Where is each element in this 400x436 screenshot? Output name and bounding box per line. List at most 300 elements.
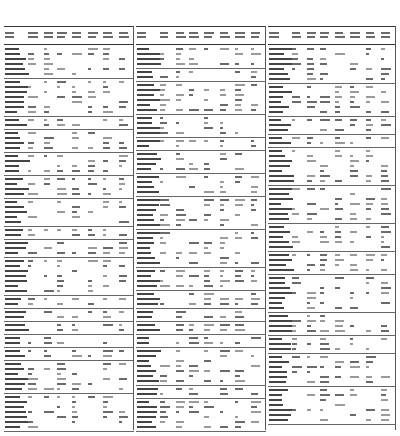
cell-mark [320, 264, 325, 266]
cell-mark [381, 409, 389, 411]
cell-mark [176, 48, 183, 50]
cell-mark [176, 370, 184, 372]
cell-mark [335, 180, 342, 182]
cell-mark [220, 63, 229, 65]
cell-mark [320, 320, 325, 322]
cell-mark [235, 199, 245, 201]
row-label-mark [137, 365, 151, 367]
cell-mark [44, 183, 50, 185]
cell-mark [88, 147, 93, 149]
row-label-mark [5, 86, 28, 88]
header-text-mark [119, 32, 128, 34]
row-label-mark [137, 247, 150, 249]
cell-mark [251, 145, 256, 147]
cell-mark [160, 122, 167, 124]
row-label-mark [269, 389, 288, 391]
cell-mark [160, 224, 170, 226]
cell-mark [160, 242, 166, 244]
cell-mark [189, 94, 193, 96]
cell-mark [204, 252, 211, 254]
row-label-mark [269, 371, 287, 373]
cell-mark [381, 414, 390, 416]
cell-mark [335, 129, 344, 131]
row-label-mark [269, 53, 284, 55]
row-label-mark [269, 119, 281, 121]
row-label-mark [5, 316, 24, 318]
cell-mark [176, 122, 179, 124]
cell-mark [189, 406, 193, 408]
cell-mark [350, 101, 354, 103]
row-label-mark [5, 68, 25, 70]
cell-mark [220, 280, 230, 282]
cell-mark [381, 213, 391, 215]
cell-mark [72, 73, 76, 75]
cell-mark [366, 409, 375, 411]
cell-mark [72, 124, 80, 126]
cell-mark [57, 388, 60, 390]
row-label-mark [137, 163, 156, 165]
cell-mark [235, 298, 243, 300]
cell-mark [103, 355, 112, 357]
cell-mark [335, 348, 340, 350]
row-label-mark [269, 361, 289, 363]
cell-mark [88, 48, 98, 50]
cell-mark [235, 99, 242, 101]
cell-mark [176, 132, 184, 134]
cell-mark [103, 350, 113, 352]
cell-mark [103, 188, 106, 190]
cell-mark [88, 68, 91, 70]
cell-mark [307, 203, 316, 205]
cell-mark [366, 155, 373, 157]
row-label-mark [137, 380, 159, 382]
cell-mark [204, 426, 211, 428]
cell-mark [220, 329, 227, 331]
cell-mark [119, 350, 124, 352]
cell-mark [72, 147, 78, 149]
cell-mark [292, 208, 295, 210]
cell-mark [44, 91, 47, 93]
cell-mark [320, 241, 329, 243]
row-label-mark [137, 280, 161, 282]
cell-mark [292, 409, 296, 411]
cell-mark [381, 119, 386, 121]
cell-mark [28, 170, 31, 172]
cell-mark [220, 262, 227, 264]
cell-mark [307, 320, 316, 322]
row-label-mark [269, 175, 294, 177]
cell-mark [320, 419, 328, 421]
cell-mark [292, 320, 301, 322]
row-label-mark [137, 237, 153, 239]
cell-mark [160, 214, 168, 216]
cell-mark [160, 58, 164, 60]
cell-mark [251, 76, 256, 78]
cell-mark [57, 285, 63, 287]
cell-mark [189, 293, 194, 295]
column-divider [133, 26, 134, 430]
row-label-mark [137, 104, 150, 106]
cell-mark [350, 297, 353, 299]
cell-mark [176, 99, 181, 101]
row-label-mark [5, 216, 17, 218]
cell-mark [119, 178, 124, 180]
cell-mark [176, 270, 185, 272]
cell-mark [220, 186, 223, 188]
row-label-mark [269, 356, 282, 358]
header-text-mark [366, 36, 375, 38]
cell-mark [320, 63, 327, 65]
cell-mark [204, 360, 211, 362]
cell-mark [189, 48, 196, 50]
row-label-mark [5, 290, 27, 292]
cell-mark [350, 142, 353, 144]
row-label-mark [137, 298, 160, 300]
cell-mark [220, 181, 224, 183]
row-label-mark [137, 426, 156, 428]
cell-mark [350, 170, 358, 172]
cell-mark [350, 414, 356, 416]
row-label-mark [269, 381, 286, 383]
cell-mark [204, 280, 210, 282]
cell-mark [307, 409, 311, 411]
cell-mark [307, 175, 315, 177]
cell-mark [28, 350, 31, 352]
cell-mark [335, 287, 340, 289]
cell-mark [381, 73, 389, 75]
cell-mark [320, 236, 327, 238]
row-label-mark [5, 48, 19, 50]
cell-mark [119, 411, 125, 413]
header-text-mark [160, 36, 168, 38]
cell-mark [44, 355, 51, 357]
row-label-mark [269, 343, 291, 345]
cell-mark [160, 117, 163, 119]
row-label-mark [5, 178, 23, 180]
row-label-mark [5, 242, 28, 244]
cell-mark [160, 168, 163, 170]
cell-mark [235, 270, 243, 272]
cell-mark [44, 229, 48, 231]
cell-mark [220, 191, 226, 193]
cell-mark [160, 421, 165, 423]
cell-mark [350, 343, 353, 345]
row-group-rule [4, 360, 134, 361]
cell-mark [350, 394, 357, 396]
row-label-mark [137, 311, 153, 313]
cell-mark [28, 147, 33, 149]
cell-mark [176, 153, 180, 155]
cell-mark [335, 236, 341, 238]
row-label-mark [5, 324, 25, 326]
cell-mark [235, 342, 240, 344]
cell-mark [251, 84, 257, 86]
row-label-mark [269, 297, 285, 299]
cell-mark [28, 216, 37, 218]
cell-mark [292, 188, 300, 190]
cell-mark [204, 163, 209, 165]
cell-mark [307, 86, 311, 88]
cell-mark [28, 53, 34, 55]
cell-mark [251, 411, 261, 413]
cell-mark [88, 396, 95, 398]
cell-mark [204, 293, 214, 295]
row-group-rule [4, 295, 134, 296]
cell-mark [44, 155, 47, 157]
cell-mark [88, 81, 91, 83]
cell-mark [307, 58, 313, 60]
cell-mark [28, 86, 31, 88]
cell-mark [381, 330, 389, 332]
cell-mark [119, 280, 126, 282]
cell-mark [292, 236, 298, 238]
cell-mark [176, 209, 184, 211]
cell-mark [57, 201, 61, 203]
row-label-mark [5, 383, 25, 385]
row-label-mark [137, 122, 152, 124]
cell-mark [350, 338, 353, 340]
cell-mark [292, 371, 297, 373]
cell-mark [292, 356, 300, 358]
cell-mark [88, 160, 95, 162]
cell-mark [350, 160, 359, 162]
cell-mark [350, 203, 360, 205]
row-label-mark [137, 63, 161, 65]
cell-mark [320, 394, 330, 396]
cell-mark [88, 285, 92, 287]
row-group-rule [4, 116, 134, 117]
cell-mark [72, 211, 77, 213]
cell-mark [366, 119, 371, 121]
row-label-mark [269, 231, 290, 233]
cell-mark [292, 63, 301, 65]
cell-mark [251, 421, 259, 423]
cell-mark [220, 303, 229, 305]
cell-mark [307, 106, 315, 108]
header-text-mark [220, 36, 230, 38]
cell-mark [320, 409, 323, 411]
cell-mark [220, 109, 226, 111]
row-label-mark [137, 219, 154, 221]
cell-mark [103, 160, 108, 162]
cell-mark [103, 324, 113, 326]
cell-mark [57, 193, 67, 195]
cell-mark [160, 104, 166, 106]
cell-mark [220, 242, 225, 244]
row-label-mark [269, 101, 281, 103]
row-label-mark [269, 259, 292, 261]
row-label-mark [269, 165, 290, 167]
cell-mark [44, 73, 53, 75]
cell-mark [103, 106, 108, 108]
row-label-mark [5, 260, 24, 262]
cell-mark [220, 342, 223, 344]
cell-mark [88, 111, 92, 113]
table-rule [4, 26, 134, 27]
cell-mark [251, 63, 254, 65]
row-label-mark [5, 96, 24, 98]
cell-mark [176, 401, 185, 403]
cell-mark [335, 264, 339, 266]
cell-mark [350, 68, 356, 70]
cell-mark [366, 124, 373, 126]
cell-mark [189, 262, 198, 264]
cell-mark [320, 259, 327, 261]
cell-mark [366, 203, 373, 205]
cell-mark [176, 285, 184, 287]
row-label-mark [5, 101, 24, 103]
cell-mark [119, 242, 127, 244]
cell-mark [88, 211, 93, 213]
cell-mark [335, 376, 341, 378]
row-label-mark [137, 232, 160, 234]
cell-mark [88, 106, 92, 108]
header-text-mark [335, 36, 345, 38]
cell-mark [350, 292, 354, 294]
cell-mark [160, 232, 170, 234]
table-rule [268, 26, 396, 27]
cell-mark [28, 96, 38, 98]
cell-mark [307, 381, 315, 383]
cell-mark [176, 316, 182, 318]
cell-mark [320, 175, 330, 177]
cell-mark [44, 342, 52, 344]
cell-mark [366, 259, 373, 261]
cell-mark [381, 241, 384, 243]
row-label-mark [5, 411, 26, 413]
row-group-rule [136, 385, 266, 386]
cell-mark [292, 330, 296, 332]
cell-mark [160, 99, 170, 101]
cell-mark [119, 311, 124, 313]
cell-mark [366, 236, 371, 238]
row-group-rule [136, 334, 266, 335]
cell-mark [220, 89, 225, 91]
cell-mark [366, 208, 371, 210]
cell-mark [176, 53, 181, 55]
cell-mark [189, 388, 193, 390]
cell-mark [235, 109, 242, 111]
header-text-mark [160, 32, 168, 34]
header-text-mark [103, 36, 113, 38]
row-label-mark [5, 355, 25, 357]
cell-mark [307, 48, 314, 50]
row-label-mark [137, 117, 152, 119]
cell-mark [381, 78, 385, 80]
cell-mark [235, 275, 241, 277]
cell-mark [350, 63, 358, 65]
cell-mark [119, 234, 127, 236]
cell-mark [204, 204, 210, 206]
cell-mark [204, 406, 214, 408]
cell-mark [320, 399, 326, 401]
cell-mark [381, 165, 388, 167]
cell-mark [320, 287, 324, 289]
cell-mark [235, 262, 238, 264]
cell-mark [189, 365, 198, 367]
header-text-mark [189, 32, 198, 34]
row-label-mark [269, 86, 283, 88]
row-label-mark [269, 404, 283, 406]
cell-mark [176, 168, 185, 170]
cell-mark [160, 84, 166, 86]
row-label-mark [269, 96, 283, 98]
cell-mark [72, 298, 79, 300]
cell-mark [28, 119, 34, 121]
table-rule [136, 44, 266, 45]
cell-mark [251, 298, 260, 300]
row-label-mark [137, 84, 154, 86]
cell-mark [103, 142, 109, 144]
cell-mark [366, 330, 371, 332]
cell-mark [103, 68, 109, 70]
row-label-mark [5, 206, 24, 208]
cell-mark [119, 183, 125, 185]
cell-mark [251, 337, 261, 339]
cell-mark [28, 106, 36, 108]
cell-mark [57, 368, 66, 370]
cell-mark [335, 155, 342, 157]
cell-mark [350, 86, 354, 88]
cell-mark [235, 104, 241, 106]
cell-mark [189, 71, 193, 73]
cell-mark [320, 356, 328, 358]
cell-mark [251, 401, 261, 403]
cell-mark [292, 277, 299, 279]
row-label-mark [137, 401, 149, 403]
cell-mark [235, 380, 245, 382]
cell-mark [176, 324, 184, 326]
cell-mark [235, 303, 238, 305]
cell-mark [220, 426, 228, 428]
cell-mark [88, 290, 93, 292]
cell-mark [189, 275, 199, 277]
cell-mark [57, 86, 60, 88]
cell-mark [251, 209, 256, 211]
cell-mark [160, 127, 164, 129]
cell-mark [57, 303, 63, 305]
header-text-mark [251, 32, 260, 34]
cell-mark [72, 406, 75, 408]
cell-mark [220, 270, 224, 272]
cell-mark [103, 260, 111, 262]
cell-mark [235, 350, 243, 352]
cell-mark [176, 63, 185, 65]
cell-mark [235, 214, 240, 216]
cell-mark [292, 338, 297, 340]
row-label-mark [137, 53, 162, 55]
cell-mark [189, 411, 199, 413]
cell-mark [44, 350, 47, 352]
row-label-mark [137, 132, 161, 134]
cell-mark [381, 188, 391, 190]
cell-mark [307, 213, 317, 215]
row-group-rule [4, 226, 134, 227]
header-text-mark [320, 36, 328, 38]
cell-mark [350, 241, 354, 243]
cell-mark [28, 421, 33, 423]
cell-mark [220, 237, 228, 239]
row-label-mark [137, 329, 160, 331]
cell-mark [176, 311, 186, 313]
row-label-mark [137, 199, 162, 201]
cell-mark [350, 218, 357, 220]
row-group-rule [136, 398, 266, 399]
row-label-mark [269, 315, 288, 317]
cell-mark [220, 316, 226, 318]
cell-mark [350, 366, 360, 368]
cell-mark [176, 140, 184, 142]
